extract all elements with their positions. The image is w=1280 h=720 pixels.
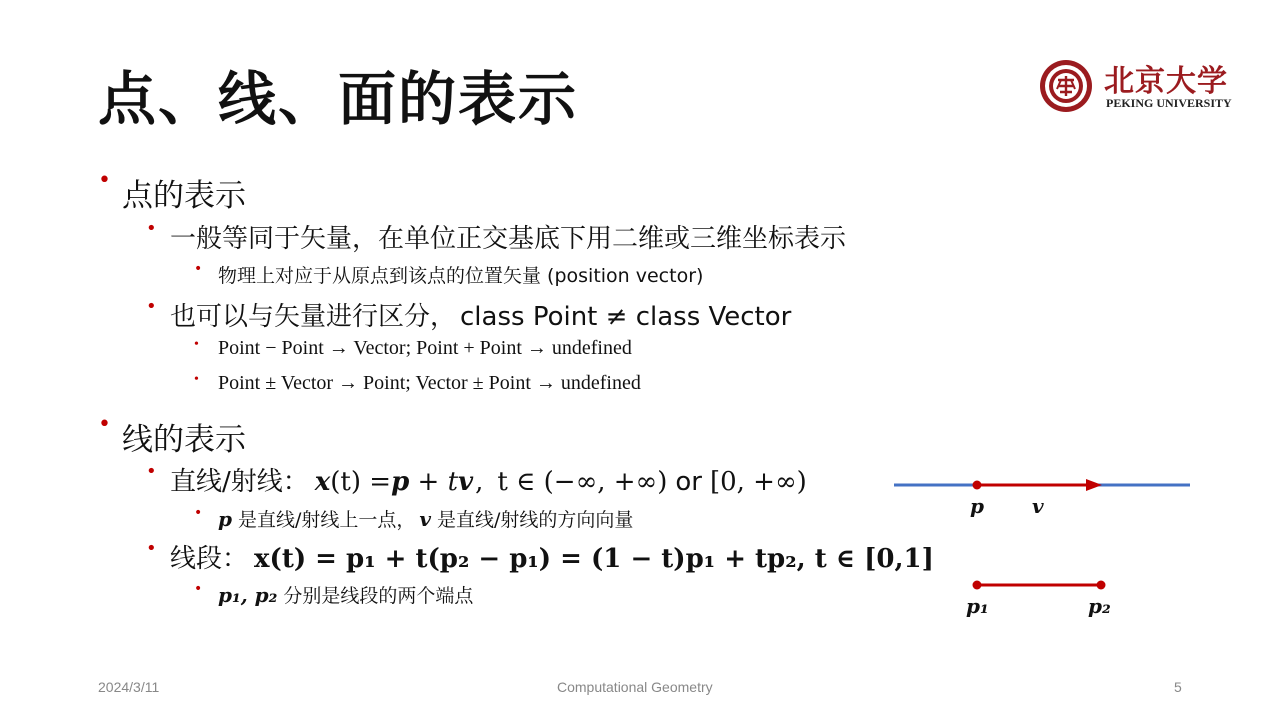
bullet-item (146, 218, 846, 255)
bullet-icon: • (146, 218, 157, 239)
line-diagram (880, 460, 1200, 630)
bullet-icon: • (194, 372, 199, 387)
bullet-item (146, 296, 791, 333)
class-compare: class Point ≠ class Vector (460, 302, 792, 332)
label-p1: p₁ (966, 594, 989, 618)
pku-logo (1038, 54, 1238, 114)
formula-v: v (458, 467, 474, 497)
logo-chinese-name: 北京大学 (1104, 64, 1228, 99)
formula-domain: t ∈ (−∞, +∞) (497, 467, 668, 497)
formula-eq: (t) = (330, 467, 392, 497)
heading-text: 线的表示 (122, 422, 246, 458)
subitem-text: 分别是线段的两个端点 (283, 585, 474, 607)
bullet-point-heading (98, 170, 246, 215)
bullet-line-heading (98, 414, 246, 459)
bullet-icon: • (98, 168, 111, 193)
slide-title: 点、线、面的表示 (98, 65, 579, 133)
formula-p: p (391, 467, 410, 497)
formula-ray-domain: [0, +∞) (709, 467, 807, 497)
point-p1 (973, 581, 982, 590)
bullet-item (146, 538, 934, 575)
segment-formula: x(t) = p₁ + t(p₂ − p₁) = (1 − t)p₁ + tp₂, t ∈ [0,1] (254, 544, 934, 574)
bullet-subitem (194, 505, 633, 532)
arrow-head-icon (1086, 479, 1102, 491)
rule-text: Point ± Vector → Point; Vector ± Point → undefined (218, 372, 641, 394)
footer-date: 2024/3/11 (98, 679, 160, 695)
logo-english-name: PEKING UNIVERSITY (1106, 96, 1232, 110)
bullet-icon: • (146, 538, 157, 559)
formula-comma: , (475, 467, 484, 497)
bullet-icon: • (194, 261, 203, 277)
bullet-subitem (194, 261, 703, 288)
formula-t: t (447, 467, 459, 497)
point-p2 (1097, 581, 1106, 590)
symbol-p: p (218, 507, 232, 531)
formula-plus: + (409, 467, 448, 497)
pku-seal-icon (1038, 58, 1094, 114)
symbol-endpoints: p₁, p₂ (218, 583, 278, 607)
bullet-subitem (194, 337, 632, 360)
bullet-icon: • (194, 581, 203, 597)
subitem-text: 是直线/射线上一点， (237, 509, 416, 531)
point-p (973, 481, 982, 490)
label-p: p (970, 494, 984, 518)
subitem-text: 是直线/射线的方向向量 (437, 509, 634, 531)
footer-course: Computational Geometry (557, 679, 713, 695)
bullet-icon: • (146, 296, 157, 317)
bullet-icon: • (194, 505, 203, 521)
heading-text: 点的表示 (122, 178, 246, 214)
item-label: 线段： (170, 544, 249, 574)
bullet-icon: • (98, 412, 111, 437)
item-label: 直线/射线： (170, 467, 309, 497)
formula-x: x (314, 467, 331, 497)
bullet-icon: • (146, 461, 157, 482)
label-v: v (1032, 494, 1044, 518)
subitem-text: 物理上对应于从原点到该点的位置矢量 (position vector) (218, 265, 704, 287)
bullet-item (146, 461, 807, 498)
symbol-v: v (419, 507, 432, 531)
bullet-subitem (194, 372, 641, 395)
footer-page-number: 5 (1174, 679, 1182, 695)
bullet-icon: • (194, 337, 199, 352)
formula-or: or (675, 467, 702, 497)
bullet-subitem (194, 581, 473, 608)
item-text: 也可以与矢量进行区分， (170, 302, 457, 332)
label-p2: p₂ (1088, 594, 1111, 618)
item-text: 一般等同于矢量，在单位正交基底下用二维或三维坐标表示 (170, 224, 847, 254)
rule-text: Point − Point → Vector; Point + Point → undefined (218, 337, 632, 359)
